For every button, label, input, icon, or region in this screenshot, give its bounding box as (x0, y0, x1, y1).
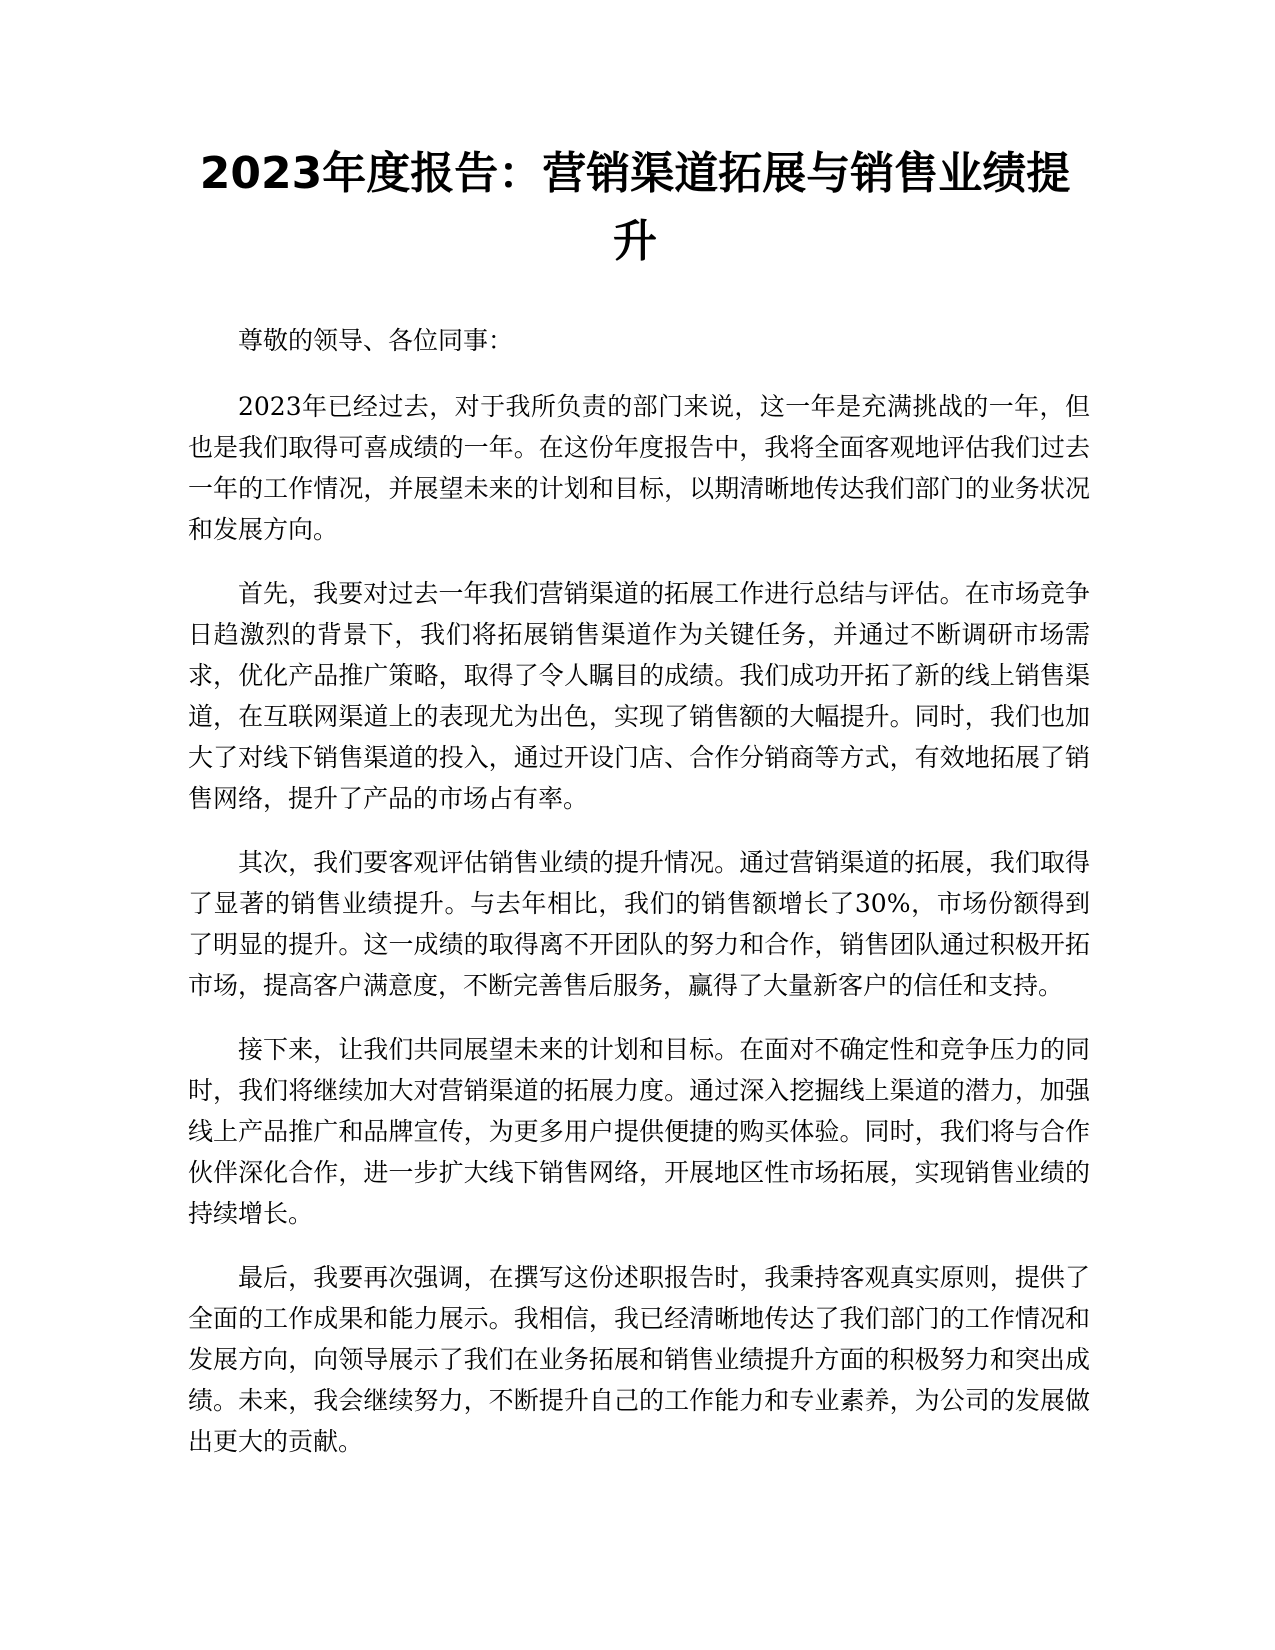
paragraph-future-plan: 接下来，让我们共同展望未来的计划和目标。在面对不确定性和竞争压力的同时，我们将继续加大对营销渠道的拓展力度。通过深入挖掘线上渠道的潜力，加强线上产品推广和品牌宣传，为更多用户提供便捷的购买体验。同时，我们将与合作伙伴深化合作，进一步扩大线下销售网络，开展地区性市场拓展，实现销售业绩的持续增长。 (188, 1035, 1090, 1228)
salutation: 尊敬的领导、各位同事： (238, 326, 514, 355)
paragraph-conclusion: 最后，我要再次强调，在撰写这份述职报告时，我秉持客观真实原则，提供了全面的工作成果和能力展示。我相信，我已经清晰地传达了我们部门的工作情况和发展方向，向领导展示了我们在业务拓展和销售业绩提升方面的积极努力和突出成绩。未来，我会继续努力，不断提升自己的工作能力和专业素养，为公司的发展做出更大的贡献。 (188, 1263, 1090, 1456)
document-title: 2023年度报告：营销渠道拓展与销售业绩提升 (199, 148, 1071, 267)
paragraph-channel-review: 首先，我要对过去一年我们营销渠道的拓展工作进行总结与评估。在市场竞争日趋激烈的背景下，我们将拓展销售渠道作为关键任务，并通过不断调研市场需求，优化产品推广策略，取得了令人瞩目的成绩。我们成功开拓了新的线上销售渠道，在互联网渠道上的表现尤为出色，实现了销售额的大幅提升。同时，我们也加大了对线下销售渠道的投入，通过开设门店、合作分销商等方式，有效地拓展了销售网络，提升了产品的市场占有率。 (188, 579, 1090, 813)
document-body (188, 320, 1090, 1485)
paragraph-intro: 2023年已经过去，对于我所负责的部门来说，这一年是充满挑战的一年，但也是我们取得可喜成绩的一年。在这份年度报告中，我将全面客观地评估我们过去一年的工作情况，并展望未来的计划和目标，以期清晰地传达我们部门的业务状况和发展方向。 (188, 392, 1090, 544)
paragraph-sales-performance: 其次，我们要客观评估销售业绩的提升情况。通过营销渠道的拓展，我们取得了显著的销售业绩提升。与去年相比，我们的销售额增长了30%，市场份额得到了明显的提升。这一成绩的取得离不开团队的努力和合作，销售团队通过积极开拓市场，提高客户满意度，不断完善售后服务，赢得了大量新客户的信任和支持。 (188, 848, 1090, 1000)
